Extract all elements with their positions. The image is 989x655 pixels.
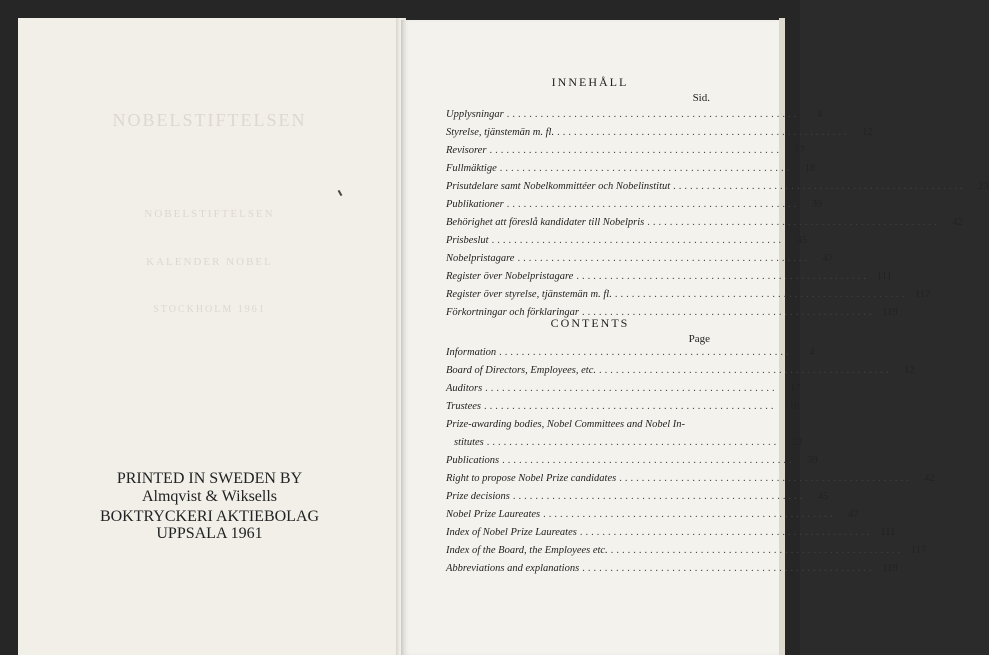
toc-entry[interactable] (446, 491, 829, 507)
toc-entry[interactable] (446, 401, 800, 417)
toc-entry[interactable] (446, 347, 815, 363)
leader-dots: .................................................... (517, 253, 810, 264)
toc-entry-title: Förkortningar och förklaringar (446, 307, 579, 318)
toc-entry-page: 119 (882, 307, 898, 318)
toc-entry[interactable] (446, 365, 915, 381)
toc-entry-title: Behörighet att föreslå kandidater till Nobelpris (446, 217, 645, 228)
leader-dots: .................................................... (499, 163, 793, 174)
leader-dots: .................................................... (506, 199, 800, 210)
toc-entry-title: Publikationer (446, 199, 504, 210)
leader-dots: .................................................... (543, 509, 836, 520)
toc-entry-page: 17 (790, 383, 801, 394)
toc-entry-title: Prisbeslut (446, 235, 489, 246)
colophon-place-year: UPPSALA 1961 (156, 525, 263, 542)
colophon-printer: Almqvist & Wiksells (141, 488, 278, 505)
toc-entry-title: Board of Directors, Employees, etc. (446, 365, 596, 376)
toc-entry-title: Trustees (446, 401, 482, 412)
left-page (18, 18, 401, 655)
leader-dots: .................................................... (614, 289, 908, 300)
toc-entry-page: 117 (914, 289, 931, 300)
toc-entry-title: Nobelpristagare (446, 253, 515, 264)
leader-dots: .................................................... (486, 437, 780, 448)
toc-entry-title: Prisutdelare samt Nobelkommittéer och Nobelinstitut (446, 181, 671, 192)
toc-entry-title: Styrelse, tjänstemän m. fl. (446, 127, 555, 138)
toc-entry[interactable] (454, 437, 803, 453)
leader-dots: .................................................... (647, 217, 940, 228)
toc-entry-title: Register över Nobelpristagare (446, 271, 574, 282)
toc-entry-page: 47 (822, 253, 833, 264)
toc-entry-page: 12 (903, 365, 915, 376)
right-page (401, 20, 989, 655)
colophon-boktryckeri: BOKTRYCKERI AKTIEBOLAG (99, 508, 320, 525)
toc-entry-title: stitutes (454, 437, 484, 448)
toc-entry-page: 4 (817, 109, 823, 120)
leader-dots: .................................................... (576, 271, 869, 282)
leader-dots: .................................................... (502, 455, 795, 466)
leader-dots: .................................................... (579, 527, 873, 538)
toc-entry-page: 17 (794, 145, 805, 156)
leader-dots: .................................................... (489, 145, 782, 156)
leader-dots: .................................................... (512, 491, 806, 502)
toc-entry-title: Prize decisions (446, 491, 510, 502)
toc-entry-title: Upplysningar (446, 109, 504, 120)
toc-entry-page: 45 (796, 235, 808, 246)
toc-entry[interactable] (446, 563, 898, 579)
toc-entry-page: 119 (882, 563, 898, 574)
toc-entry-title: Index of the Board, the Employees etc. (446, 545, 608, 556)
toc-entry-page: 4 (809, 347, 815, 358)
contents-heading: CONTENTS (550, 316, 630, 330)
toc-entry-page: 18 (804, 163, 816, 174)
toc-entry[interactable] (446, 235, 808, 251)
toc-entry-title: Index of Nobel Prize Laureates (446, 527, 577, 538)
toc-entry-page: 45 (817, 491, 829, 502)
leader-dots: .................................................... (610, 545, 904, 556)
leader-dots: .................................................... (506, 109, 800, 120)
leader-dots: .................................................... (484, 401, 777, 412)
toc-entry[interactable] (446, 271, 892, 287)
toc-entry-title: Register över styrelse, tjänstemän m. fl. (446, 289, 612, 300)
leader-dots: .................................................... (582, 307, 875, 318)
leader-dots: .................................................... (619, 473, 912, 484)
toc-entry-title: Information (446, 347, 497, 358)
toc-entry-page: 111 (880, 527, 896, 538)
toc-entry-page: 42 (924, 473, 935, 484)
toc-entry[interactable] (446, 163, 816, 179)
toc-entry[interactable] (446, 109, 823, 125)
show-through-text: STOCKHOLM 1961 (153, 304, 266, 315)
toc-entry-page: 23 (791, 437, 803, 448)
leader-dots: .................................................... (582, 563, 875, 574)
toc-entry-title: Nobel Prize Laureates (446, 509, 541, 520)
toc-entry-page: 23 (978, 181, 989, 192)
toc-entry-title-wrapped[interactable]: Prize-awarding bodies, Nobel Committees and Nobel In- (446, 419, 686, 430)
show-through-text: NOBELSTIFTELSEN (112, 110, 307, 130)
toc-entry[interactable] (446, 383, 801, 399)
toc-entry-title: Fullmäktige (446, 163, 497, 174)
toc-entry[interactable] (446, 289, 931, 305)
leader-dots: .................................................... (485, 383, 778, 394)
toc-entry-page: 111 (876, 271, 892, 282)
toc-entry-title: Revisorer (446, 145, 487, 156)
toc-entry[interactable] (446, 253, 833, 269)
toc-entry-page: 12 (862, 127, 873, 138)
toc-entry-page: 42 (952, 217, 963, 228)
toc-entry[interactable] (446, 145, 805, 161)
leader-dots: .................................................... (598, 365, 892, 376)
sid-label: Sid. (692, 92, 710, 104)
leader-dots: .................................................... (673, 181, 966, 192)
leader-dots: .................................................... (499, 347, 792, 358)
toc-entry-page: 117 (910, 545, 927, 556)
toc-entry[interactable] (446, 199, 823, 215)
toc-entry[interactable] (446, 127, 873, 143)
show-through-text: NOBELSTIFTELSEN (144, 208, 275, 220)
toc-entry-page: 39 (807, 455, 818, 466)
toc-entry[interactable] (446, 545, 927, 561)
colophon-printed-in: PRINTED IN SWEDEN BY (116, 470, 303, 487)
toc-entry[interactable] (446, 527, 896, 543)
toc-entry[interactable] (446, 455, 818, 471)
page-label: Page (688, 333, 710, 345)
show-through-text: KALENDER NOBEL (146, 256, 273, 268)
toc-entry-title: Abbreviations and explanations (446, 563, 580, 574)
innehall-heading: INNEHÅLL (551, 75, 629, 89)
toc-entry-page: 39 (811, 199, 823, 210)
leader-dots: .................................................... (557, 127, 850, 138)
toc-entry-page: 18 (789, 401, 800, 412)
toc-entry[interactable] (446, 181, 989, 197)
toc-entry[interactable] (446, 509, 859, 525)
toc-entry-title: Auditors (446, 383, 483, 394)
toc-entry[interactable] (446, 473, 935, 489)
leader-dots: .................................................... (491, 235, 785, 246)
toc-entry-title: Right to propose Nobel Prize candidates (446, 473, 617, 484)
toc-entry-title: Publications (446, 455, 500, 466)
toc-entry[interactable] (446, 217, 963, 233)
toc-entry-page: 47 (848, 509, 859, 520)
